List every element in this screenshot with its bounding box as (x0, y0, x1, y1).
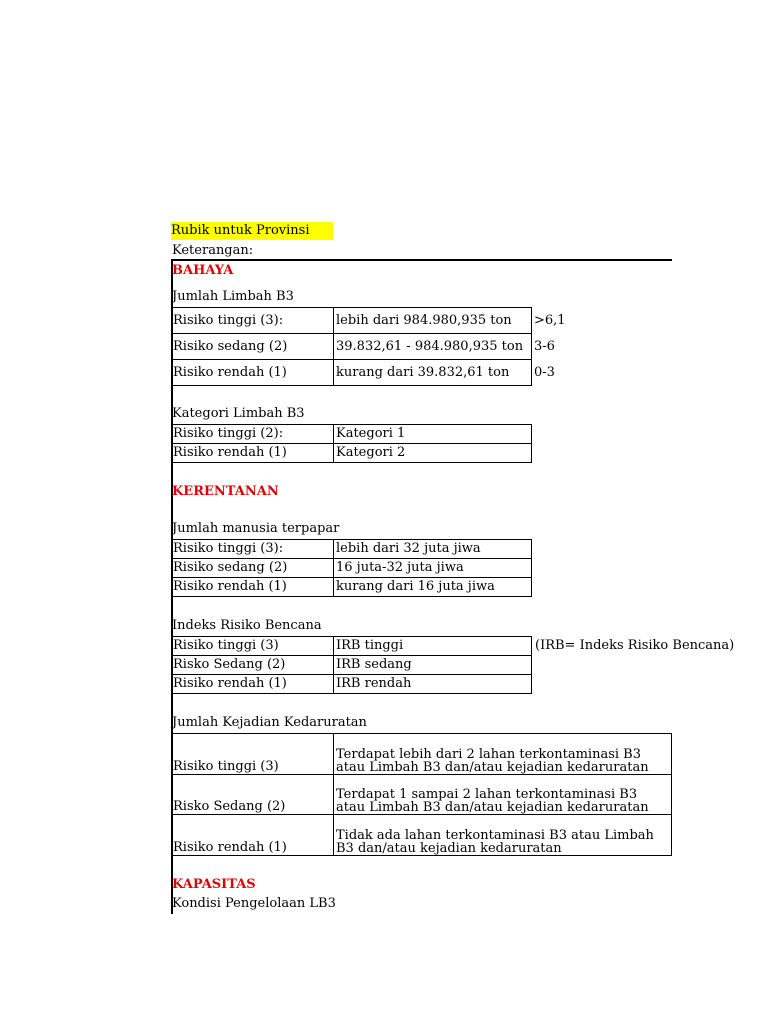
irb-note-text: (IRB= Indeks Risiko Bencana) (535, 638, 735, 653)
criteria-cell: IRB rendah (334, 675, 532, 694)
table-row (171, 675, 532, 694)
table-row (171, 334, 596, 360)
kategori-limbah-label: Kategori Limbah B3 (172, 406, 305, 421)
table-row (171, 559, 532, 578)
manusia-terpapar-table (171, 539, 532, 597)
kondisi-pengelolaan-label: Kondisi Pengelolaan LB3 (172, 896, 336, 911)
criteria-cell: 39.832,61 - 984.980,935 ton (334, 334, 532, 360)
risk-level-cell: Risiko sedang (2) (171, 334, 334, 360)
risk-level-cell: Risiko rendah (1) (171, 815, 334, 856)
table-row (171, 425, 532, 444)
criteria-cell: kurang dari 39.832,61 ton (334, 360, 532, 386)
manusia-terpapar-label: Jumlah manusia terpapar (172, 521, 340, 536)
risk-level-cell: Risiko rendah (1) (171, 360, 334, 386)
kategori-limbah-table (171, 424, 532, 463)
table-row (171, 360, 596, 386)
table-row (171, 308, 596, 334)
table-row (171, 637, 532, 656)
risk-level-cell: Risiko tinggi (3): (171, 308, 334, 334)
risk-level-cell: Risiko rendah (1) (171, 675, 334, 694)
page-title-text: Rubik untuk Provinsi (171, 223, 310, 238)
section-heading-bahaya: BAHAYA (172, 263, 234, 278)
criteria-cell: Terdapat lebih dari 2 lahan terkontaminasi B3 atau Limbah B3 dan/atau kejadian kedaruratan (334, 734, 672, 775)
risk-level-cell: Risko Sedang (2) (171, 775, 334, 815)
risk-level-cell: Risiko sedang (2) (171, 559, 334, 578)
header-divider (171, 259, 672, 261)
criteria-cell: Kategori 1 (334, 425, 532, 444)
section-heading-kapasitas: KAPASITAS (172, 877, 256, 892)
risk-level-cell: Risiko tinggi (3) (171, 637, 334, 656)
criteria-cell: Terdapat 1 sampai 2 lahan terkontaminasi B3 atau Limbah B3 dan/atau kejadian kedaruratan (334, 775, 672, 815)
criteria-cell: IRB tinggi (334, 637, 532, 656)
irb-label: Indeks Risiko Bencana (172, 618, 322, 633)
risk-level-cell: Risiko tinggi (3): (171, 540, 334, 559)
criteria-cell: 16 juta-32 juta jiwa (334, 559, 532, 578)
irb-note (535, 636, 735, 656)
risk-level-cell: Risko Sedang (2) (171, 656, 334, 675)
table-row (171, 444, 532, 463)
table-row (171, 656, 532, 675)
keterangan-label: Keterangan: (172, 243, 254, 258)
criteria-cell: lebih dari 32 juta jiwa (334, 540, 532, 559)
criteria-cell: Kategori 2 (334, 444, 532, 463)
irb-table (171, 636, 532, 694)
table-row (171, 815, 672, 856)
table-row (171, 734, 672, 775)
score-cell: 3-6 (534, 338, 555, 354)
section-heading-kerentanan: KERENTANAN (172, 484, 279, 499)
risk-level-cell: Risiko tinggi (2): (171, 425, 334, 444)
table-row (171, 540, 532, 559)
criteria-cell: lebih dari 984.980,935 ton (334, 308, 532, 334)
score-cell: 0-3 (534, 364, 555, 380)
criteria-cell: IRB sedang (334, 656, 532, 675)
table-row (171, 775, 672, 815)
jumlah-limbah-table (171, 307, 596, 386)
page-title (171, 222, 333, 240)
kedaruratan-table (171, 733, 672, 856)
risk-level-cell: Risiko rendah (1) (171, 578, 334, 597)
risk-level-cell: Risiko tinggi (3) (171, 734, 334, 775)
score-cell: >6,1 (534, 312, 566, 328)
criteria-cell: Tidak ada lahan terkontaminasi B3 atau Limbah B3 dan/atau kejadian kedaruratan (334, 815, 672, 856)
table-row (171, 578, 532, 597)
kedaruratan-label: Jumlah Kejadian Kedaruratan (172, 715, 367, 730)
risk-level-cell: Risiko rendah (1) (171, 444, 334, 463)
criteria-cell: kurang dari 16 juta jiwa (334, 578, 532, 597)
jumlah-limbah-label: Jumlah Limbah B3 (172, 289, 294, 304)
